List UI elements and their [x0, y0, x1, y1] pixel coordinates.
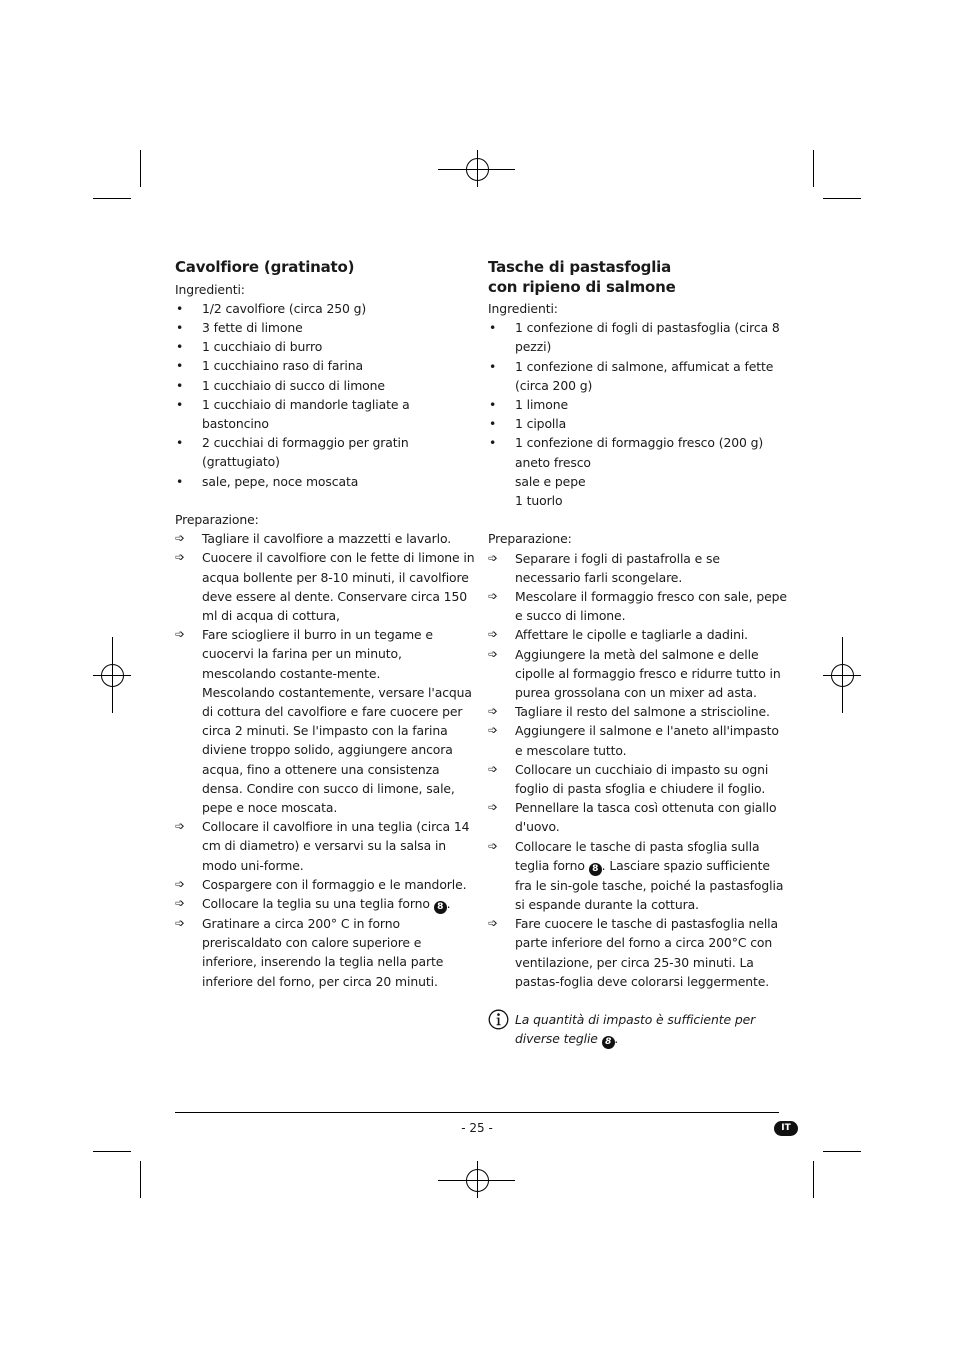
- recipe-salmon-puff: [488, 258, 788, 1049]
- step-item: ➩ Collocare il cavolfiore in una teglia (circa 14 cm di diametro) e versarvi su la salsa in modo uni-forme.: [175, 819, 470, 873]
- list-item: • sale, pepe, noce moscata: [176, 473, 359, 489]
- recipe-title: Tasche di pastasfoglia con ripieno di salmone: [488, 258, 676, 296]
- step-item: ➩ Collocare la teglia su una teglia forno 8 .: [175, 895, 451, 912]
- step-item: ➩ Cospargere con il formaggio e le mandorle.: [175, 875, 475, 894]
- ingredients-list: [488, 318, 788, 452]
- steps-list: [175, 817, 475, 991]
- list-item: • 1 cipolla: [489, 416, 567, 432]
- arrow-right-icon: ➩: [488, 800, 498, 815]
- extra-ingredient: sale e pepe: [515, 473, 586, 489]
- arrow-right-icon: ➩: [488, 646, 498, 661]
- arrow-right-icon: ➩: [488, 838, 498, 853]
- ingredients-label: Ingredienti:: [175, 281, 245, 297]
- arrow-right-icon: ➩: [175, 627, 185, 642]
- step-item: ➩ Tagliare il cavolfiore a mazzetti e lavarlo.: [175, 529, 475, 548]
- preparation-label: Preparazione:: [488, 531, 572, 547]
- step-continuation: Mescolando costantemente, versare l'acqua di cottura del cavolfiore e fare cuocere per circa 2 minuti. Se l'impasto con la farina diviene troppo solido, aggiungere ancora acqua, fino a ottenere una consistenza densa. Condire con succo di limone, sale, pepe e noce moscata.: [202, 684, 472, 815]
- step-item: ➩ Fare cuocere le tasche di pastasfoglia nella parte inferiore del forno a circa 200°C con ventilazione, per circa 25-30 minuti. La pastas-foglia deve colorarsi leggermente.: [488, 916, 779, 989]
- step-item: ➩ Pennellare la tasca così ottenuta con giallo d'uovo.: [488, 800, 777, 835]
- reference-number-badge: 8: [589, 863, 602, 876]
- step-item: ➩ Collocare un cucchiaio di impasto su ogni foglio di pasta sfoglia e chiudere il foglio.: [488, 761, 769, 797]
- list-item: • 3 fette di limone: [176, 319, 303, 335]
- list-item: • 1 confezione di salmone, affumicat a fette (circa 200 g): [489, 358, 774, 393]
- list-item: • 1 confezione di formaggio fresco (200 g): [489, 435, 764, 451]
- recipe-cauliflower: [175, 258, 475, 991]
- step-item: ➩ Cuocere il cavolfiore con le fette di limone in acqua bollente per 8-10 minuti, il cavolfiore deve essere al dente. Conservare circa 150 ml di acqua di cottura,: [175, 550, 475, 623]
- arrow-right-icon: ➩: [488, 627, 498, 642]
- step-item: ➩ Collocare le tasche di pasta sfoglia sulla teglia forno 8 . Lasciare spazio sufficiente fra le sin-gole tasche, poiché la pastasfoglia si espande durante la cottura.: [488, 838, 784, 913]
- step-item: ➩ Fare sciogliere il burro in un tegame e cuocervi la farina per un minuto, mescolando costante-mente.: [175, 627, 433, 681]
- arrow-right-icon: ➩: [488, 761, 498, 776]
- info-note: La quantità di impasto è sufficiente per diverse teglie 8 .: [488, 1010, 788, 1049]
- list-item: • 1 limone: [489, 397, 569, 413]
- list-item: • 1/2 cavolfiore (circa 250 g): [176, 300, 367, 316]
- arrow-right-icon: ➩: [175, 915, 185, 930]
- arrow-right-icon: ➩: [175, 531, 185, 546]
- list-item: • 1 cucchiaino raso di farina: [176, 358, 363, 374]
- arrow-right-icon: ➩: [488, 723, 498, 738]
- arrow-right-icon: ➩: [488, 704, 498, 719]
- arrow-right-icon: ➩: [175, 819, 185, 834]
- preparation-label: Preparazione:: [175, 511, 259, 527]
- steps-list: [175, 529, 475, 683]
- reference-number-badge: 8: [602, 1036, 615, 1049]
- reference-number-badge: 8: [434, 901, 447, 914]
- ingredients-list: [175, 299, 475, 491]
- ingredients-label: Ingredienti:: [488, 301, 558, 316]
- step-item: ➩ Affettare le cipolle e tagliarle a dadini.: [488, 625, 788, 644]
- language-badge: IT: [774, 1121, 798, 1136]
- extra-ingredient: aneto fresco: [515, 454, 591, 470]
- arrow-right-icon: ➩: [175, 876, 185, 891]
- step-item: ➩ Aggiungere il salmone e l'aneto all'impasto e mescolare tutto.: [488, 723, 779, 758]
- arrow-right-icon: ➩: [175, 895, 185, 910]
- steps-list: [488, 549, 788, 991]
- step-item: ➩ Separare i fogli di pastafrolla e se necessario farli scongelare.: [488, 550, 720, 585]
- list-item: • 1 cucchiaio di mandorle tagliate a bastoncino: [176, 396, 410, 431]
- list-item: • 1 confezione di fogli di pastasfoglia (circa 8 pezzi): [489, 320, 780, 355]
- arrow-right-icon: ➩: [488, 589, 498, 604]
- info-icon: [488, 1009, 509, 1030]
- recipe-title: Cavolfiore (gratinato): [175, 258, 355, 276]
- extra-ingredient: 1 tuorlo: [515, 493, 563, 509]
- arrow-right-icon: ➩: [175, 550, 185, 565]
- step-item: ➩ Tagliare il resto del salmone a striscioline.: [488, 702, 788, 721]
- step-item: ➩ Mescolare il formaggio fresco con sale, pepe e succo di limone.: [488, 589, 787, 624]
- step-item: ➩ Gratinare a circa 200° C in forno preriscaldato con calore superiore e inferiore, inserendo la teglia nella parte inferiore del forno, per circa 20 minuti.: [175, 915, 444, 989]
- arrow-right-icon: ➩: [488, 916, 498, 931]
- list-item: • 2 cucchiai di formaggio per gratin (grattugiato): [176, 435, 409, 470]
- page-number: - 25 -: [461, 1121, 493, 1135]
- footer-divider: [175, 1112, 779, 1113]
- arrow-right-icon: ➩: [488, 550, 498, 565]
- step-item: ➩ Aggiungere la metà del salmone e delle cipolle al formaggio fresco e ridurre tutto in purea grossolana con un mixer ad asta.: [488, 646, 781, 701]
- list-item: • 1 cucchiaio di burro: [176, 339, 323, 355]
- list-item: • 1 cucchiaio di succo di limone: [176, 377, 385, 393]
